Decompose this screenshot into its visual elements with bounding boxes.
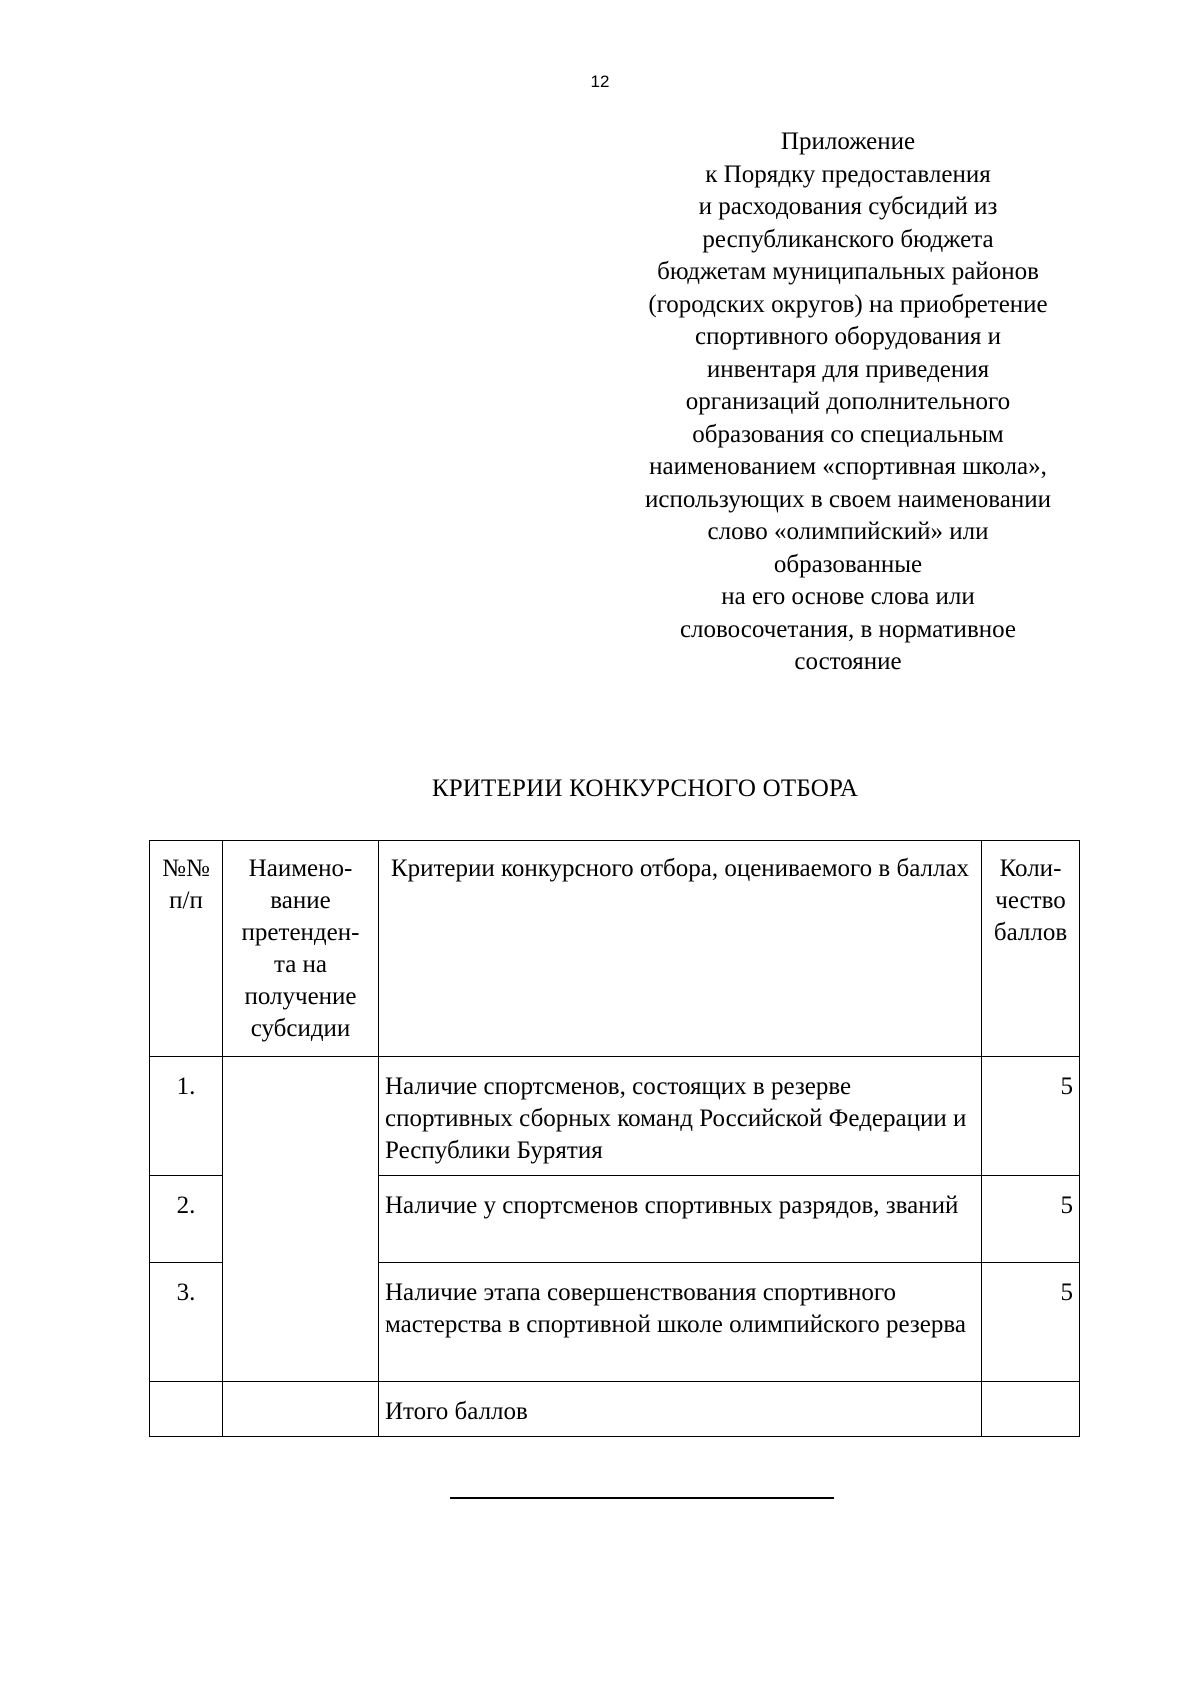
header-num-line: п/п [169,887,203,914]
total-points [982,1382,1080,1437]
appendix-line: слово «олимпийский» или [707,518,989,545]
total-name [223,1382,379,1437]
applicant-name-cell [223,1057,379,1382]
total-number [150,1382,223,1437]
header-num [150,841,223,1057]
appendix-line: инвентаря для приведения [706,355,990,383]
row-criteria: Наличие у спортсменов спортивных разрядов, званий [379,1176,982,1263]
appendix-line: использующих в своем наименовании [645,485,1051,513]
appendix-line: к Порядку предоставления [705,160,991,188]
appendix-line: организаций дополнительного [685,388,1011,415]
appendix-line: спортивного оборудования и [694,323,1001,350]
appendix-header [608,126,1088,679]
appendix-line: состояние [794,648,902,675]
header-criteria: Критерии конкурсного отбора, оцениваемого в баллах [379,841,982,1057]
appendix-line: и расходования субсидий из [698,193,998,220]
appendix-line: на его основе слова или [721,583,975,610]
header-points-line: баллов [993,919,1068,946]
header-name-line: получение [244,983,357,1010]
header-name-line: претенден- [241,919,360,946]
row-number: 3. [150,1263,223,1382]
header-applicant-name [223,841,379,1057]
row-criteria: Наличие этапа совершенствования спортивного мастерства в спортивной школе олимпийского резерва [379,1263,982,1382]
row-points: 5 [982,1263,1080,1382]
table-row [150,1057,1080,1176]
header-name-line: та на [273,951,328,978]
document-title: КРИТЕРИИ КОНКУРСНОГО ОТБОРА [431,775,859,802]
header-points-line: Коли- [999,855,1062,882]
header-name-line: субсидии [250,1015,351,1042]
appendix-line: (городских округов) на приобретение [648,290,1048,318]
row-points: 5 [982,1176,1080,1263]
header-points [982,841,1080,1057]
appendix-line: бюджетам муниципальных районов [657,258,1039,285]
page-number: 12 [590,72,610,91]
total-label: Итого баллов [379,1382,982,1437]
appendix-line: словосочетания, в нормативное [679,615,1017,643]
header-name-line: Наимено- [248,855,353,882]
row-criteria: Наличие спортсменов, состоящих в резерве спортивных сборных команд Российской Федерации и Республики Бурятия [379,1057,982,1176]
row-points: 5 [982,1057,1080,1176]
appendix-line: республиканского бюджета [702,225,994,253]
footer-divider-line [450,1497,834,1499]
header-points-line: чество [995,887,1066,914]
row-number: 1. [150,1057,223,1176]
header-name-line: вание [270,887,331,914]
appendix-line: наименованием «спортивная школа», [649,453,1047,480]
header-num-line: №№ [162,855,210,882]
appendix-line: образования со специальным [692,420,1004,448]
row-number: 2. [150,1176,223,1263]
table-header-row [150,841,1080,1057]
appendix-line: Приложение [780,128,916,155]
criteria-table [149,840,1080,1437]
appendix-line: образованные [773,550,923,578]
table-total-row [150,1382,1080,1437]
